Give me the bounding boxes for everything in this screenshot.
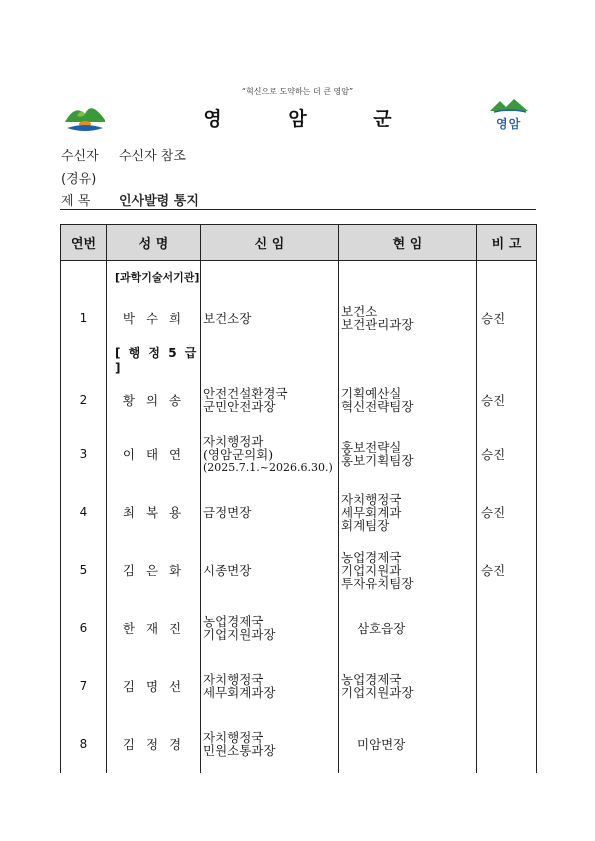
via-label: (경유) [61,172,97,187]
row-no: 6 [61,599,107,657]
table-row [61,375,537,425]
row-note [477,599,537,657]
current-post-line: 기획예산실 [341,386,402,401]
current-post-line: 기업지원과장 [341,685,414,700]
new-post-line: 자치행정국 [203,672,264,687]
row-no: 7 [61,657,107,715]
row-note: 승진 [477,293,537,343]
row-new-post [201,541,339,599]
table-header-row [61,225,537,261]
new-post-line: 자치행정과 [203,433,264,449]
brand-logo-text: 영암 [496,117,522,131]
table-row [61,715,537,773]
new-post-line: 자치행정국 [203,730,264,745]
recipient-value: 수신자 참조 [119,149,186,164]
new-post-line: 시종면장 [203,562,252,578]
subject-label: 제 목 [61,194,91,209]
group-label: [과학기술서기관] [107,261,201,294]
current-post-line: 보건관리과장 [341,317,414,332]
current-post-line: 농업경제국 [341,672,402,687]
row-note: 승진 [477,541,537,599]
row-new-post [201,375,339,425]
header-name: 성 명 [107,225,201,261]
table-row [61,425,537,483]
org-title: 영 암 군 [203,108,422,130]
row-note: 승진 [477,483,537,541]
new-post-line: (2025.7.1.~2026.6.30.) [203,460,333,474]
current-post-line: 삼호읍장 [357,620,406,636]
via-line [61,168,96,187]
row-note: 승진 [477,425,537,483]
row-current-post [339,293,477,343]
new-post-line: 농업경제국 [203,614,264,629]
current-post-line: 보건소 [341,304,378,319]
current-post-line: 혁신전략팀장 [341,399,414,414]
row-name: 김명선 [107,657,201,715]
subject-line [61,190,199,209]
row-new-post [201,425,339,483]
table-row [61,293,537,343]
row-new-post [201,657,339,715]
mountain-icon [488,97,532,115]
group-row [61,261,537,294]
header-note: 비 고 [477,225,537,261]
slogan: “혁신으로 도약하는 더 큰 영암” [241,87,354,96]
row-new-post [201,715,339,773]
row-note [477,715,537,773]
new-post-line: 민원소통과장 [203,743,276,758]
group-label: [ 행 정 5 급 ] [107,343,201,375]
row-no: 4 [61,483,107,541]
row-current-post [339,375,477,425]
current-post-line: 홍보전략실 [341,440,402,455]
table-row [61,657,537,715]
current-post-line: 홍보기획팀장 [341,453,414,468]
row-new-post [201,483,339,541]
current-post-line: 기업지원과 [341,562,402,578]
table-row [61,599,537,657]
row-name: 김정경 [107,715,201,773]
subject-divider [60,209,536,210]
row-current-post [339,657,477,715]
new-post-line: 안전건설환경국 [203,386,288,401]
header-new-post: 신 임 [201,225,339,261]
row-note: 승진 [477,375,537,425]
new-post-line: 기업지원과장 [203,627,276,642]
row-no: 5 [61,541,107,599]
row-name: 이태연 [107,425,201,483]
row-name: 황의송 [107,375,201,425]
row-new-post [201,293,339,343]
current-post-line: 자치행정국 [341,491,402,507]
row-current-post [339,425,477,483]
yeongam-brand-logo [488,97,532,135]
personnel-table [60,224,537,773]
row-no: 8 [61,715,107,773]
row-current-post [339,715,477,773]
row-current-post [339,599,477,657]
table-row [61,483,537,541]
current-post-line: 농업경제국 [341,549,402,565]
row-new-post [201,599,339,657]
recipient-label: 수신자 [61,149,99,164]
row-note [477,657,537,715]
header-no: 연번 [61,225,107,261]
row-current-post [339,483,477,541]
new-post-line: 군민안전과장 [203,399,276,414]
recipient-line [61,145,186,164]
new-post-line: 보건소장 [203,310,252,326]
new-post-line: (영암군의회) [203,446,274,462]
group-row [61,343,537,375]
current-post-line: 미암면장 [357,736,406,752]
new-post-line: 금정면장 [203,504,252,520]
current-post-line: 세무회계과 [341,504,402,520]
row-name: 한재진 [107,599,201,657]
header-current-post: 현 임 [339,225,477,261]
new-post-line: 세무회계과장 [203,685,276,700]
row-name: 김은화 [107,541,201,599]
row-no: 2 [61,375,107,425]
row-no: 1 [61,293,107,343]
current-post-line: 회계팀장 [341,517,390,533]
row-name: 최복용 [107,483,201,541]
current-post-line: 투자유치팀장 [341,575,414,591]
subject-value: 인사발령 통지 [119,194,199,209]
table-row [61,541,537,599]
row-current-post [339,541,477,599]
row-name: 박수희 [107,293,201,343]
row-no: 3 [61,425,107,483]
